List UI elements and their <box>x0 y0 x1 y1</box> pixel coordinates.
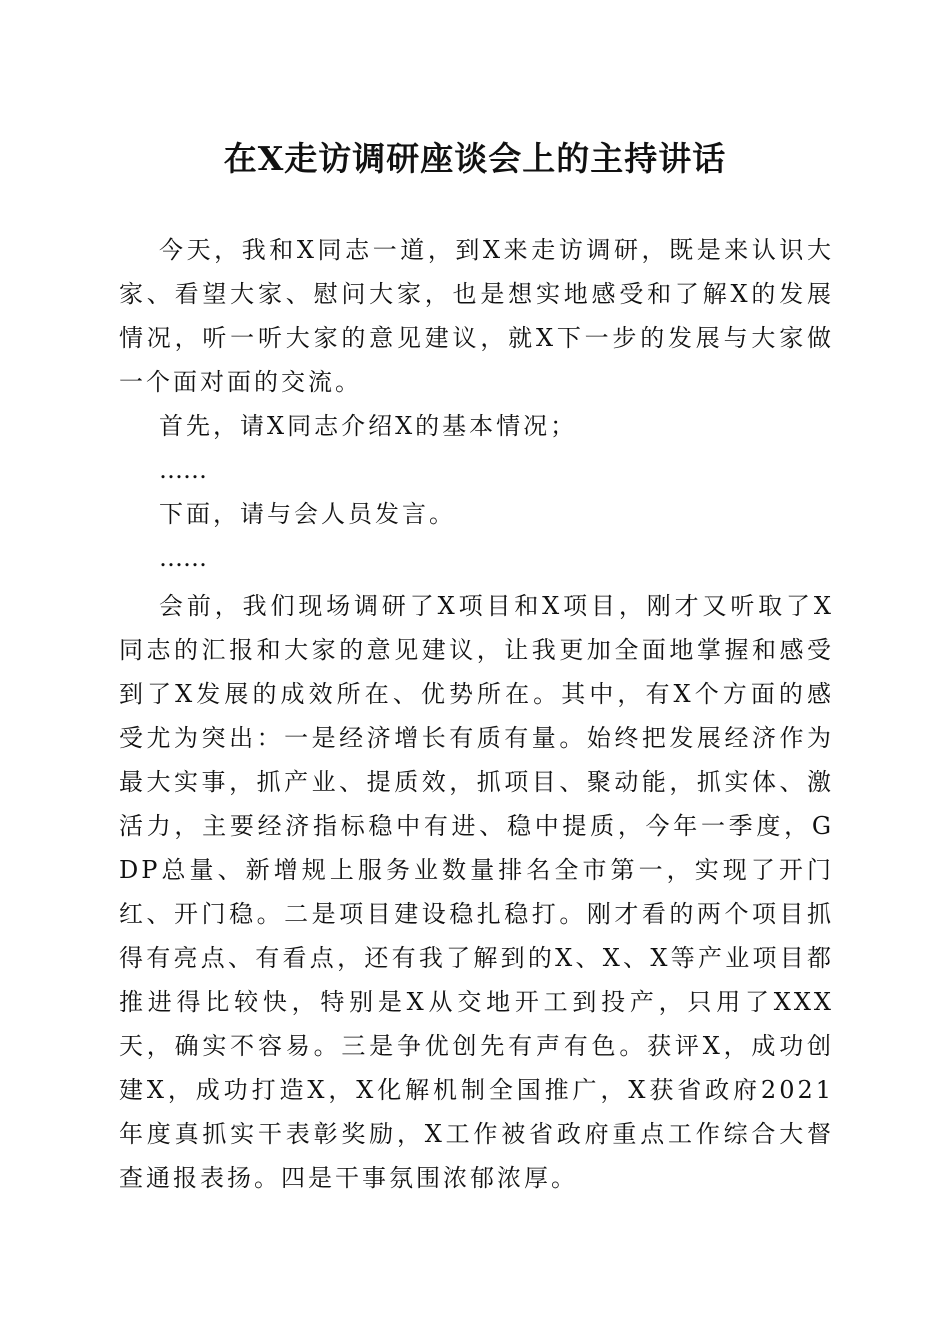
document-title: 在X走访调研座谈会上的主持讲话 <box>223 139 727 178</box>
paragraph-opening: 今天，我和X同志一道，到X来走访调研，既是来认识大家、看望大家、慰问大家，也是想实地感受和了解X的发展情况，听一听大家的意见建议，就X下一步的发展与大家做一个面对面的交流。 <box>119 236 834 396</box>
paragraph-summary: 会前，我们现场调研了X项目和X项目，刚才又听取了X同志的汇报和大家的意见建议，让我更加全面地掌握和感受到了X发展的成效所在、优势所在。其中，有X个方面的感受尤为突出：一是经济增长有质有量。始终把发展经济作为最大实事，抓产业、提质效，抓项目、聚动能，抓实体、激活力，主要经济指标稳中有进、稳中提质，今年一季度，GDP总量、新增规上服务业数量排名全市第一，实现了开门红、开门稳。二是项目建设稳扎稳打。刚才看的两个项目抓得有亮点、有看点，还有我了解到的X、X、X等产业项目都推进得比较快，特别是X从交地开工到投产，只用了XXX天，确实不容易。三是争优创先有声有色。获评X，成功创建X，成功打造X，X化解机制全国推广，X获省政府2021年度真抓实干表彰奖励，X工作被省政府重点工作综合大督查通报表扬。四是干事氛围浓郁浓厚。 <box>119 592 834 1192</box>
paragraph-attendee-speeches: 下面，请与会人员发言。 <box>159 500 456 528</box>
paragraph-first-speaker: 首先，请X同志介绍X的基本情况； <box>159 412 578 440</box>
paragraph-ellipsis: …… <box>159 544 207 572</box>
paragraph-ellipsis: …… <box>159 456 207 484</box>
document-body <box>119 228 834 1200</box>
